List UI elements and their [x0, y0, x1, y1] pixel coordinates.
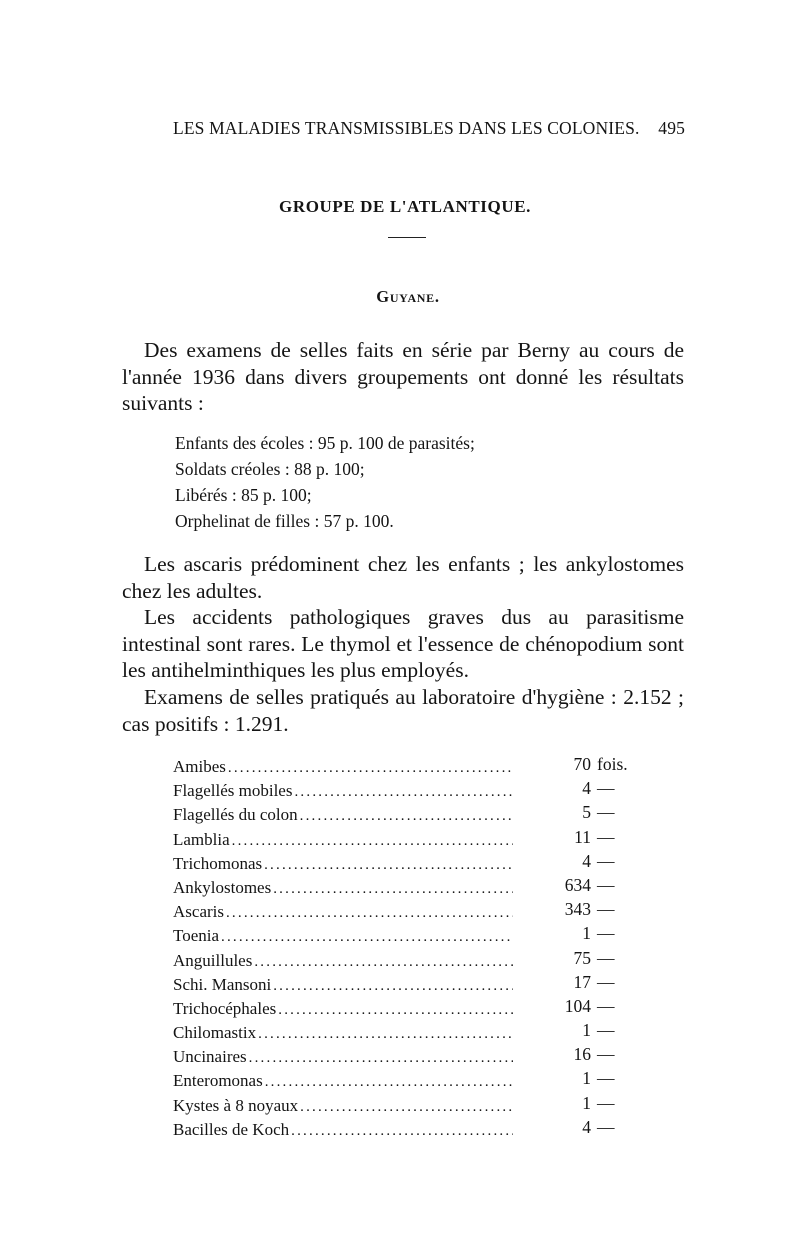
parasite-count: 104	[564, 995, 591, 1016]
results-item: Enfants des écoles : 95 p. 100 de parasités;	[175, 433, 475, 453]
table-row	[173, 970, 625, 994]
count-unit: —	[597, 802, 615, 823]
count-unit: —	[597, 826, 615, 847]
parasite-name: Anguillules	[173, 950, 253, 970]
parasite-name: Lamblia	[173, 829, 230, 849]
table-row	[173, 800, 625, 824]
section-divider	[388, 237, 426, 238]
dot-leader	[300, 1099, 513, 1116]
parasite-count: 4	[582, 850, 591, 871]
dot-leader	[258, 1026, 513, 1043]
dot-leader	[273, 881, 513, 898]
count-cell	[517, 825, 625, 845]
count-cell	[517, 873, 625, 893]
count-cell	[517, 921, 625, 944]
table-row	[173, 1091, 625, 1115]
parasite-count: 4	[582, 778, 591, 799]
parasite-count: 1	[582, 1068, 591, 1089]
dot-leader	[228, 760, 513, 777]
parasite-count: 70	[573, 754, 591, 774]
dot-leader	[221, 929, 513, 946]
parasite-count: 1	[582, 923, 591, 944]
parasite-count: 343	[564, 899, 591, 920]
count-cell	[517, 849, 625, 869]
parasite-count: 11	[574, 826, 591, 847]
count-cell	[517, 994, 625, 1014]
count-cell	[517, 776, 625, 799]
dot-leader	[264, 857, 513, 874]
parasite-count: 17	[573, 971, 591, 992]
region-title: Guyane.	[376, 287, 440, 306]
results-item: Libérés : 85 p. 100;	[175, 485, 312, 505]
count-unit: —	[597, 1068, 615, 1089]
intro-paragraph	[122, 337, 684, 417]
results-item: Orphelinat de filles : 57 p. 100.	[175, 511, 394, 531]
count-unit: —	[597, 850, 615, 871]
parasite-name: Enteromonas	[173, 1071, 263, 1091]
count-unit: —	[597, 1020, 615, 1041]
count-cell	[517, 1066, 625, 1089]
dot-leader	[232, 833, 513, 850]
parasite-name: Ascaris	[173, 902, 224, 922]
table-row	[173, 752, 628, 776]
parasite-table	[173, 752, 628, 1139]
parasite-name: Flagellés du colon	[173, 805, 298, 825]
count-cell	[517, 800, 625, 823]
count-cell	[517, 1042, 625, 1065]
dot-leader	[291, 1123, 513, 1140]
ascaris-text: Les ascaris prédominent chez les enfants ; les ankylostomes chez les adultes.	[122, 552, 684, 603]
table-row	[173, 1066, 625, 1090]
table-row	[173, 897, 625, 921]
table-row	[173, 776, 625, 800]
table-row	[173, 1042, 625, 1066]
count-cell	[517, 1091, 625, 1111]
count-unit: —	[597, 947, 615, 968]
parasite-count: 16	[573, 1044, 591, 1065]
running-head	[173, 118, 685, 139]
parasite-count: 1	[582, 1020, 591, 1041]
dot-leader	[249, 1050, 513, 1067]
count-cell	[517, 970, 625, 990]
table-row	[173, 849, 625, 873]
parasite-name: Kystes à 8 noyaux	[173, 1095, 299, 1115]
table-row	[173, 921, 625, 945]
count-unit: —	[597, 1044, 615, 1065]
dot-leader	[226, 905, 513, 922]
parasite-name: Bacilles de Koch	[173, 1119, 290, 1139]
parasite-name: Toenia	[173, 926, 220, 946]
parasite-count: 1	[582, 1092, 591, 1113]
count-cell	[517, 946, 625, 966]
parasite-name: Flagellés mobiles	[173, 781, 293, 801]
count-cell	[517, 1018, 625, 1041]
parasite-count: 5	[582, 802, 591, 823]
results-item: Soldats créoles : 88 p. 100;	[175, 459, 365, 479]
count-unit: —	[597, 1092, 615, 1113]
parasite-name: Uncinaires	[173, 1047, 247, 1067]
table-row	[173, 1115, 625, 1139]
parasite-count: 4	[582, 1116, 591, 1137]
parasite-name: Trichocéphales	[173, 998, 277, 1018]
table-row	[173, 946, 625, 970]
accidents-paragraph	[122, 604, 684, 684]
count-unit: —	[597, 778, 615, 799]
count-unit: fois.	[597, 754, 628, 774]
parasite-name: Amibes	[173, 757, 226, 776]
count-unit: —	[597, 923, 615, 944]
count-cell	[517, 752, 628, 774]
parasite-name: Chilomastix	[173, 1023, 257, 1043]
dot-leader	[265, 1074, 513, 1091]
table-row	[173, 1018, 625, 1042]
parasite-count: 75	[573, 947, 591, 968]
dot-leader	[278, 1002, 513, 1019]
dot-leader	[273, 978, 513, 995]
intro-text: Des examens de selles faits en série par Berny au cours de l'année 1936 dans divers groupements ont donné les résultats suivants :	[122, 338, 684, 415]
ascaris-paragraph	[122, 551, 684, 604]
count-unit: —	[597, 874, 615, 895]
running-head-title: LES MALADIES TRANSMISSIBLES DANS LES COLONIES.	[173, 118, 640, 138]
count-unit: —	[597, 971, 615, 992]
parasite-name: Ankylostomes	[173, 877, 272, 897]
parasite-name: Trichomonas	[173, 853, 263, 873]
table-row	[173, 873, 625, 897]
count-cell	[517, 897, 625, 920]
page-number: 495	[658, 118, 685, 138]
examens-paragraph	[122, 684, 684, 737]
table-row	[173, 994, 625, 1018]
count-unit: —	[597, 899, 615, 920]
dot-leader	[300, 808, 513, 825]
dot-leader	[294, 784, 513, 801]
parasite-name: Schi. Mansoni	[173, 974, 272, 994]
count-cell	[517, 1115, 625, 1135]
group-title: GROUPE DE L'ATLANTIQUE.	[279, 197, 531, 216]
table-row	[173, 825, 625, 849]
results-list	[175, 430, 475, 534]
count-unit: —	[597, 1116, 615, 1137]
accidents-text: Les accidents pathologiques graves dus au parasitisme intestinal sont rares. Le thymol et l'essence de chénopodium sont les antihelminthiques les plus employés.	[122, 605, 684, 682]
examens-text: Examens de selles pratiqués au laboratoire d'hygiène : 2.152 ; cas positifs : 1.291.	[122, 685, 684, 736]
count-unit: —	[597, 995, 615, 1016]
parasite-count: 634	[564, 874, 591, 895]
dot-leader	[254, 954, 513, 971]
